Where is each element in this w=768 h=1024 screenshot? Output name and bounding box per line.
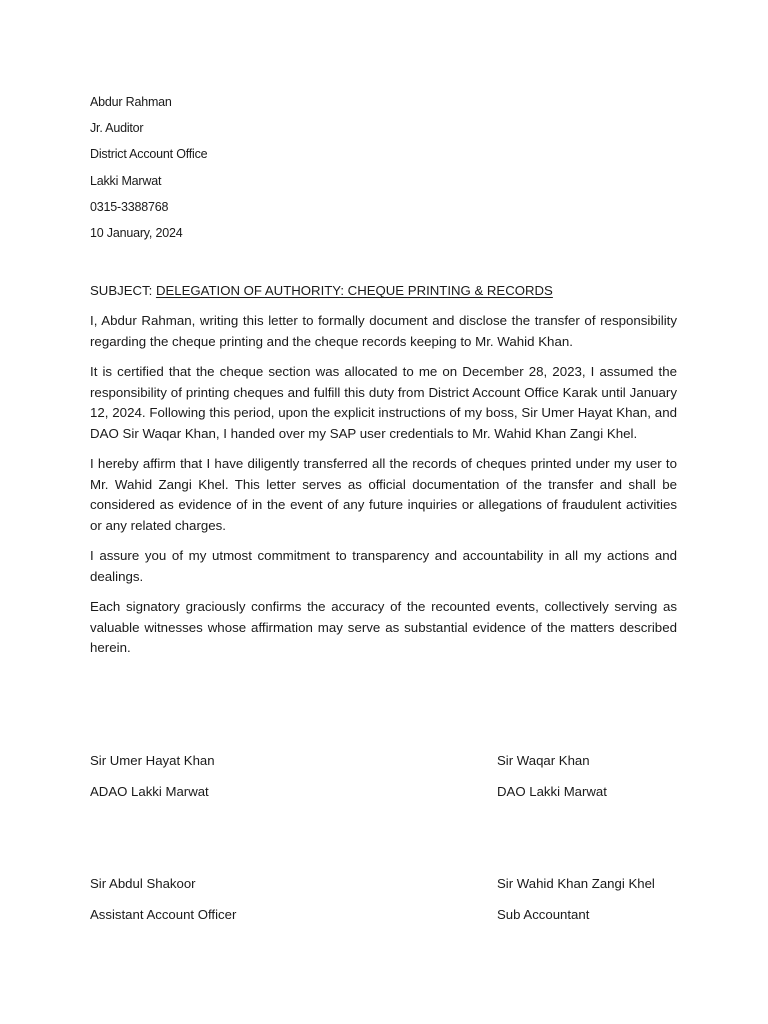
signatory-block — [497, 874, 655, 925]
paragraph-commitment: I assure you of my utmost commitment to transparency and accountability in all my actions and dealings. — [90, 548, 677, 584]
subject-text: DELEGATION OF AUTHORITY: CHEQUE PRINTING & RECORDS — [155, 283, 553, 298]
signatory-name: Sir Wahid Khan Zangi Khel — [497, 876, 655, 891]
sender-block — [90, 92, 207, 249]
signatory-title: DAO Lakki Marwat — [497, 784, 607, 799]
paragraph-witnesses: Each signatory graciously confirms the accuracy of the recounted events, collectively serving as valuable witnesses whose affirmation may serve as substantial evidence of the matters described herein. — [90, 599, 677, 655]
signatory-name: Sir Umer Hayat Khan — [90, 753, 215, 768]
subject-line — [90, 281, 553, 301]
subject-label: SUBJECT: — [90, 283, 156, 298]
signatory-title: ADAO Lakki Marwat — [90, 784, 209, 799]
signatory-name: Sir Abdul Shakoor — [90, 876, 196, 891]
signatory-title: Sub Accountant — [497, 907, 590, 922]
paragraph-intro: I, Abdur Rahman, writing this letter to formally document and disclose the transfer of responsibility regarding the cheque printing and the cheque records keeping to Mr. Wahid Khan. — [90, 313, 677, 349]
signatory-block — [90, 874, 236, 925]
letter-body — [90, 311, 677, 669]
paragraph-affirmation: I hereby affirm that I have diligently transferred all the records of cheques printed under my user to Mr. Wahid Zangi Khel. This letter serves as official documentation of the transfer and shall be considered as evidence of in the event of any future inquiries or allegations of fraudulent activities or any related charges. — [90, 456, 677, 533]
paragraph-certification: It is certified that the cheque section was allocated to me on December 28, 2023, I assumed the responsibility of printing cheques and fulfill this duty from District Account Office Karak until January 12, 2024. Following this period, upon the explicit instructions of my boss, Sir Umer Hayat Khan, and DAO Sir Waqar Khan, I handed over my SAP user credentials to Mr. Wahid Khan Zangi Khel. — [90, 364, 677, 441]
letter-date: 10 January, 2024 — [90, 225, 183, 240]
sender-name: Abdur Rahman — [90, 95, 172, 109]
sender-location: Lakki Marwat — [90, 173, 162, 188]
sender-designation: Jr. Auditor — [90, 121, 144, 136]
signatory-block — [90, 751, 215, 802]
signatory-title: Assistant Account Officer — [90, 907, 237, 922]
signatory-block — [497, 751, 607, 802]
sender-phone: 0315-3388768 — [90, 199, 169, 214]
signatory-name: Sir Waqar Khan — [497, 753, 590, 768]
sender-office: District Account Office — [90, 147, 208, 162]
